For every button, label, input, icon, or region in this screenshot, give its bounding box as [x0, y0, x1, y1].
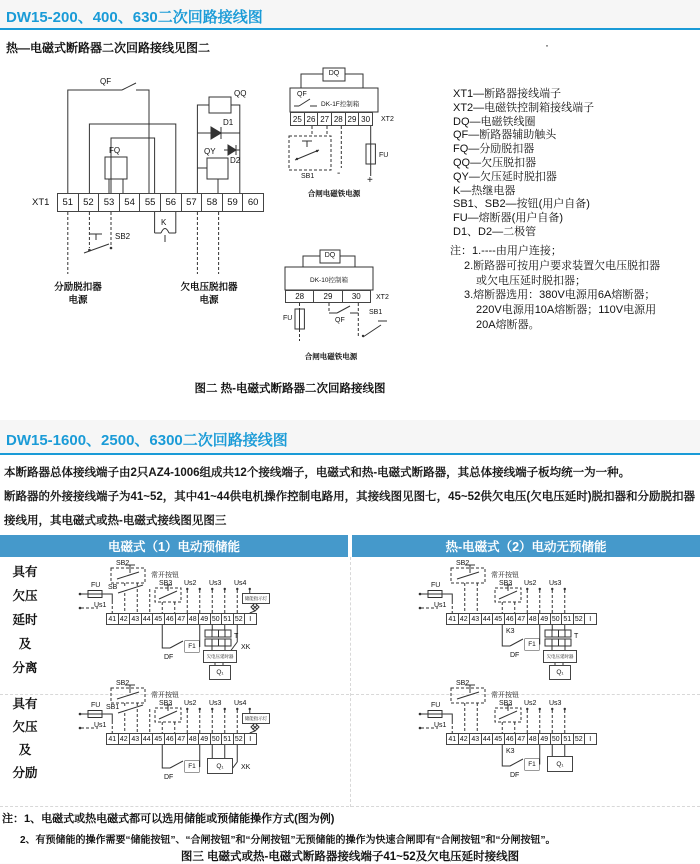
- terminal-cell: I: [584, 613, 597, 625]
- control-box-label: DK-1F控制箱: [321, 101, 360, 108]
- section-header-1: DW15-200、400、630二次回路接线图: [6, 9, 263, 26]
- fu-label: FU: [379, 152, 389, 159]
- terminal-cell: 58: [201, 193, 223, 212]
- k3-label: K3: [506, 748, 515, 755]
- terminal-cell: 46: [164, 613, 177, 625]
- fig3-R1-wires: [398, 560, 688, 690]
- table-header-left: 电磁式（1）电动预储能: [0, 535, 348, 557]
- fu-label: FU: [91, 582, 101, 589]
- us2-label: Us2: [524, 700, 537, 707]
- terminal-cell: 26: [304, 112, 319, 126]
- terminal-cell: 41: [106, 613, 119, 625]
- terminal-cell: 43: [469, 733, 482, 745]
- legend-note-line: 注：1.----由用户连接；: [450, 245, 562, 257]
- terminal-cell: 42: [118, 733, 131, 745]
- terminal-cell: 44: [481, 733, 494, 745]
- shunt-source-label: 分励脱扣器: [54, 282, 102, 293]
- sb1-label: SB1: [301, 173, 315, 180]
- sb2-label: SB2: [115, 232, 131, 241]
- legend-item: QY—欠压延时脱扣器: [453, 170, 557, 183]
- side-label-line: 分离: [12, 661, 38, 675]
- intro-text: 热—电磁式断路器二次回路接线见图二: [6, 41, 211, 55]
- shunt-source-label2: 电源: [68, 295, 88, 306]
- terminal-cell: 48: [527, 613, 540, 625]
- terminal-cell: 44: [481, 613, 494, 625]
- terminal-cell: 42: [458, 613, 471, 625]
- qy-label: QY: [204, 147, 216, 156]
- terminal-cell: 52: [78, 193, 100, 212]
- side-label-line: 及: [18, 743, 32, 757]
- terminal-cell: 44: [141, 613, 154, 625]
- terminal-cell: 45: [492, 733, 505, 745]
- df-label: DF: [510, 772, 520, 779]
- f1-label: F1: [185, 641, 199, 652]
- terminal-cell: 51: [561, 613, 574, 625]
- fig2-dk10-wires: [283, 243, 423, 368]
- legend-item: FU—熔断器(用户自备): [453, 212, 563, 225]
- legend-item: XT1—断路器接线端子: [453, 88, 562, 100]
- f1-label: F1: [525, 759, 539, 770]
- df-label: DF: [510, 652, 520, 659]
- terminal-cell: 46: [504, 733, 517, 745]
- q1-box: Q₁: [209, 665, 231, 680]
- us2-label: Us2: [184, 700, 197, 707]
- us1-label: Us1: [94, 722, 107, 729]
- paragraph-1: 本断路器总体接线端子由2只AZ4-1006组成共12个接线端子，电磁式和热-电磁式断路器，其总体接线端子板均统一为一种。: [4, 467, 631, 479]
- terminal-cell: 48: [187, 613, 200, 625]
- terminal-cell: 48: [527, 733, 540, 745]
- section-header-2: DW15-1600、2500、6300二次回路接线图: [6, 432, 288, 449]
- legend-note-line: 20A熔断器。: [476, 318, 540, 331]
- dq-label: DQ: [328, 70, 340, 77]
- terminal-cell: 60: [242, 193, 264, 212]
- us1-label: Us1: [434, 722, 447, 729]
- fu-label: FU: [431, 582, 441, 589]
- fig2-dk1f-diagram: [283, 60, 463, 200]
- lamp-box: 储能指示灯: [242, 713, 270, 724]
- body-paragraphs: [4, 461, 698, 533]
- d1-label: D1: [223, 118, 234, 127]
- fu-label: FU: [431, 702, 441, 709]
- terminal-strip-xt2b: [285, 290, 371, 303]
- terminal-cell: 57: [181, 193, 203, 212]
- terminal-cell: 45: [492, 613, 505, 625]
- us1-label: Us1: [434, 602, 447, 609]
- sb3-label: SB3: [159, 700, 173, 707]
- terminal-cell: 49: [538, 613, 551, 625]
- t-label: T: [234, 633, 239, 640]
- sb3-label: SB3: [499, 700, 513, 707]
- q1-box: Q₁: [547, 756, 573, 772]
- terminal-cell: 47: [175, 613, 188, 625]
- component-legend: [453, 88, 594, 240]
- q1-box: Q₁: [549, 665, 571, 680]
- terminal-cell: 52: [233, 733, 246, 745]
- legend-note-line: 2.断路器可按用户要求装置欠电压脱扣器: [464, 259, 661, 272]
- fig3-L1-wires: [58, 560, 348, 690]
- legend-item: D1、D2—二极管: [453, 225, 537, 238]
- us4-label: Us4: [234, 580, 247, 587]
- paragraph-2: 断路器的外接接线端子为41~52，其中41~44供电机操作控制电路用，其接线图见图七，45~52供欠电压(欠电压延时)脱扣器和分励脱扣器接线用，其电磁式或热-电磁式接线图见图三: [4, 491, 696, 527]
- fig3-caption: 图三 电磁式或热-电磁式断路器接线端子41~52及欠电压延时接线图: [180, 851, 520, 863]
- terminal-cell: 41: [106, 733, 119, 745]
- dq-label: DQ: [324, 252, 336, 259]
- legend-notes: [450, 244, 660, 333]
- dk1f-caption: 合闸电磁铁电源: [307, 189, 361, 198]
- plus-label: +: [367, 175, 373, 186]
- side-label-line: 分励: [12, 766, 38, 780]
- terminal-cell: 30: [358, 112, 373, 126]
- sb1-label: SB1: [106, 704, 120, 711]
- k3-label: K3: [506, 628, 515, 635]
- sb2-label: SB2: [116, 680, 130, 687]
- sb-label: SB: [108, 584, 118, 591]
- no-button-label: 常开按钮: [151, 572, 179, 579]
- k-label: K: [161, 218, 167, 227]
- row1-side-label: [6, 566, 44, 675]
- terminal-cell: I: [244, 613, 257, 625]
- side-label-line: 延时: [12, 613, 38, 627]
- legend-item: XT2—电磁铁控制箱接线端子: [453, 101, 595, 114]
- legend-note-line: 220V电源用10A熔断器；110V电源用: [476, 304, 657, 317]
- terminal-cell: 44: [141, 733, 154, 745]
- terminal-cell: 56: [160, 193, 182, 212]
- terminal-cell: I: [584, 733, 597, 745]
- terminal-cell: 29: [313, 290, 342, 303]
- terminal-cell: 59: [222, 193, 244, 212]
- fig2-left-diagram: [10, 76, 290, 311]
- table-bottom-divider: [0, 806, 700, 807]
- qf-label: QF: [297, 91, 307, 98]
- df-label: DF: [164, 654, 174, 661]
- us1-label: Us1: [94, 602, 107, 609]
- side-label-line: 具有: [12, 565, 38, 579]
- terminal-cell: 28: [285, 290, 314, 303]
- fig3-diagram-em-shunt: [58, 680, 348, 805]
- terminal-cell: 46: [164, 733, 177, 745]
- sb2-label: SB2: [116, 560, 130, 567]
- delay-box: 欠电压延时器: [543, 650, 577, 663]
- terminal-strip-41-52: [446, 733, 597, 745]
- terminal-cell: 51: [561, 733, 574, 745]
- table-header-right: 热-电磁式（2）电动无预储能: [352, 535, 700, 557]
- terminal-cell: 41: [446, 733, 459, 745]
- fq-label: FQ: [109, 146, 121, 155]
- column-divider: [350, 557, 351, 807]
- terminal-cell: 30: [342, 290, 371, 303]
- terminal-cell: 52: [233, 613, 246, 625]
- fig2-caption: 图二 热-电磁式断路器二次回路接线图: [194, 383, 386, 395]
- f1-label: F1: [525, 639, 539, 650]
- fig3-diagram-thermal-delay: [398, 560, 688, 690]
- q1-box: Q₁: [207, 758, 233, 774]
- df-label: DF: [164, 774, 174, 781]
- terminal-cell: 41: [446, 613, 459, 625]
- terminal-cell: 50: [550, 733, 563, 745]
- terminal-cell: 29: [345, 112, 360, 126]
- terminal-cell: 25: [290, 112, 305, 126]
- us3-label: Us3: [209, 580, 222, 587]
- lamp-box: 储能指示灯: [242, 593, 270, 604]
- us3-label: Us3: [209, 700, 222, 707]
- us4-label: Us4: [234, 700, 247, 707]
- terminal-cell: 43: [129, 613, 142, 625]
- qf-label: QF: [335, 317, 345, 324]
- terminal-cell: 27: [317, 112, 332, 126]
- terminal-strip-xt2: [290, 112, 373, 126]
- legend-note-line: 3.熔断器选用：380V电源用6A熔断器；: [464, 289, 656, 302]
- terminal-cell: 48: [187, 733, 200, 745]
- terminal-cell: 47: [515, 613, 528, 625]
- no-button-label: 常开按钮: [491, 692, 519, 699]
- terminal-cell: 51: [221, 613, 234, 625]
- terminal-cell: 51: [221, 733, 234, 745]
- us3-label: Us3: [549, 700, 562, 707]
- no-button-label: 常开按钮: [491, 572, 519, 579]
- fig3-diagram-em-delay: [58, 560, 348, 690]
- terminal-cell: 43: [469, 613, 482, 625]
- legend-item: QQ—欠压脱扣器: [453, 156, 537, 169]
- legend-item: QF—断路器辅助触头: [453, 129, 557, 142]
- qf-label: QF: [100, 77, 112, 86]
- no-button-label: 常开按钮: [151, 692, 179, 699]
- terminal-cell: 49: [538, 733, 551, 745]
- sb2-label: SB2: [456, 560, 470, 567]
- terminal-cell: 45: [152, 733, 165, 745]
- terminal-cell: 50: [550, 613, 563, 625]
- dk10-caption: 合闸电磁铁电源: [304, 352, 358, 361]
- qq-label: QQ: [234, 89, 247, 98]
- note-1: 注：1、电磁式或热电磁式都可以选用储能或预储能操作方式(图为例): [2, 813, 335, 825]
- t-label: T: [574, 633, 579, 640]
- minus-label: -: [337, 168, 341, 179]
- sb3-label: SB3: [159, 580, 173, 587]
- delay-box: 欠电压延时器: [203, 650, 237, 663]
- side-label-line: 具有: [12, 697, 38, 711]
- side-label-line: 欠压: [12, 720, 38, 734]
- terminal-cell: 42: [458, 733, 471, 745]
- side-label-line: 及: [18, 637, 32, 651]
- legend-item: K—热继电器: [453, 184, 516, 197]
- xt1-label: XT1: [32, 197, 50, 208]
- xk-label: XK: [241, 764, 251, 771]
- legend-item: SB1、SB2—按钮(用户自备): [453, 198, 590, 211]
- terminal-cell: 51: [57, 193, 79, 212]
- row2-side-label: [6, 698, 44, 780]
- fu-label: FU: [283, 315, 293, 322]
- xk-label: XK: [241, 644, 251, 651]
- terminal-cell: 50: [210, 613, 223, 625]
- terminal-strip-41-52: [106, 613, 257, 625]
- fu-label: FU: [91, 702, 101, 709]
- us2-label: Us2: [524, 580, 537, 587]
- terminal-strip-41-52: [106, 733, 257, 745]
- terminal-cell: 46: [504, 613, 517, 625]
- side-label-line: 欠压: [12, 589, 38, 603]
- sb2-label: SB2: [456, 680, 470, 687]
- terminal-cell: 49: [198, 733, 211, 745]
- terminal-cell: 55: [139, 193, 161, 212]
- fig3-diagram-thermal-shunt: [398, 680, 688, 805]
- terminal-cell: 52: [573, 613, 586, 625]
- uv-source-label: 欠电压脱扣器: [180, 282, 238, 293]
- sb1-label: SB1: [369, 309, 383, 316]
- terminal-cell: 53: [98, 193, 120, 212]
- terminal-cell: 54: [119, 193, 141, 212]
- terminal-cell: I: [244, 733, 257, 745]
- fig2-dk10-diagram: [283, 243, 423, 368]
- terminal-cell: 43: [129, 733, 142, 745]
- us3-label: Us3: [549, 580, 562, 587]
- terminal-cell: 42: [118, 613, 131, 625]
- sb3-label: SB3: [499, 580, 513, 587]
- d2-label: D2: [230, 156, 241, 165]
- us2-label: Us2: [184, 580, 197, 587]
- terminal-strip-41-52: [446, 613, 597, 625]
- terminal-cell: 28: [331, 112, 346, 126]
- control-box-label: DK-10控制箱: [310, 277, 348, 284]
- note-2: 2、有预储能的操作需要“储能按钮”、“合闸按钮”和“分闸按钮”无预储能的操作为快速合闸即有“合闸按钮”和“分闸按钮”。: [20, 835, 556, 846]
- terminal-cell: 49: [198, 613, 211, 625]
- terminal-cell: 47: [175, 733, 188, 745]
- uv-source-label2: 电源: [199, 295, 219, 306]
- legend-note-line: 或欠电压延时脱扣器；: [476, 274, 586, 287]
- terminal-strip-xt1: [57, 193, 264, 212]
- terminal-cell: 52: [573, 733, 586, 745]
- legend-item: DQ—电磁铁线圈: [453, 115, 536, 128]
- stray-dot: ·: [545, 38, 549, 52]
- terminal-cell: 45: [152, 613, 165, 625]
- legend-item: FQ—分励脱扣器: [453, 143, 535, 156]
- terminal-cell: 50: [210, 733, 223, 745]
- terminal-cell: 47: [515, 733, 528, 745]
- xt2-label: XT2: [376, 294, 389, 301]
- xt2-label: XT2: [381, 116, 394, 123]
- f1-label: F1: [185, 761, 199, 772]
